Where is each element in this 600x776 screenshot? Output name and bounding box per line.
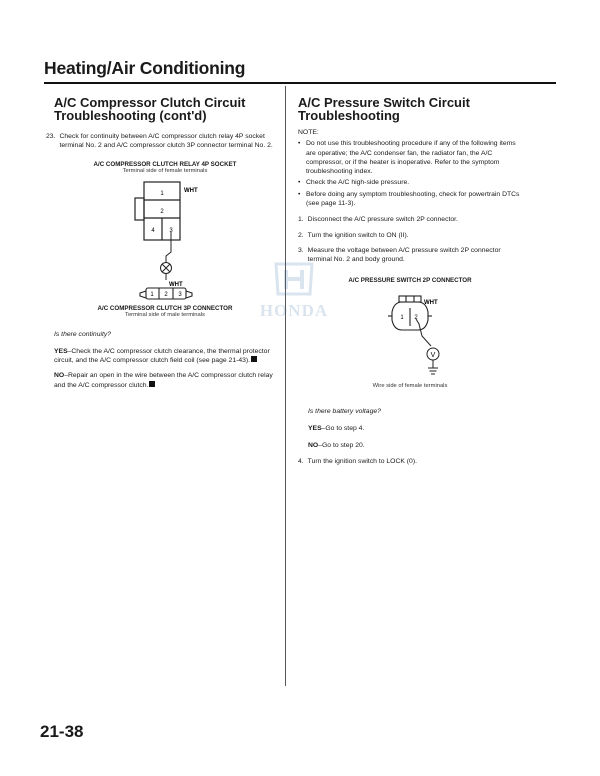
voltmeter-icon: V xyxy=(430,351,436,359)
no-result: NO–Go to step 20. xyxy=(308,442,365,450)
clutch-terminal: 2 xyxy=(164,291,168,298)
left-title: A/C Compressor Clutch Circuit Troubleshooting (cont'd) xyxy=(54,95,246,123)
step-23: 23. Check for continuity between A/C compressor clutch relay 4P socket terminal No. 2 and A/C compressor clutch 3P connector terminal No. 2. xyxy=(46,133,273,150)
watermark-text: HONDA xyxy=(259,301,329,320)
switch-terminal: 2 xyxy=(414,314,418,321)
header-rule xyxy=(44,82,556,84)
note-item: • Do not use this troubleshooting procedure if any of the following items are operative; the A/C condenser fan, the radiator fan, the A/C compressor, or if the heater is inoperative. Refer to the symptom troubleshooting index. xyxy=(298,140,516,176)
voltage-question: Is there battery voltage? xyxy=(308,407,381,415)
relay-socket-subcaption: Terminal side of female terminals xyxy=(122,167,208,174)
relay-4p-socket xyxy=(135,182,180,240)
wire-color-label: WHT xyxy=(184,187,198,194)
right-title: A/C Pressure Switch Circuit Troubleshooting xyxy=(298,95,470,123)
section-title: Heating/Air Conditioning xyxy=(44,58,246,78)
pressure-switch-subcaption: Wire side of female terminals xyxy=(372,382,448,389)
step-2: 2. Turn the ignition switch to ON (II). xyxy=(298,231,409,239)
note-item: • Check the A/C high-side pressure. xyxy=(298,179,410,187)
clutch-terminal: 3 xyxy=(178,291,182,298)
pressure-switch-caption: A/C PRESSURE SWITCH 2P CONNECTOR xyxy=(348,276,472,284)
right-column xyxy=(298,96,522,467)
switch-terminal: 1 xyxy=(400,314,404,321)
note-label: NOTE: xyxy=(298,129,319,136)
page-number: 21-38 xyxy=(40,722,84,741)
clutch-circuit-diagram xyxy=(54,176,276,300)
step-4: 4. Turn the ignition switch to LOCK (0). xyxy=(298,458,417,466)
relay-socket-caption: A/C COMPRESSOR CLUTCH RELAY 4P SOCKET xyxy=(93,160,237,168)
step-1: 1. Disconnect the A/C pressure switch 2P connector. xyxy=(298,216,458,224)
wire-color-label: WHT xyxy=(424,299,438,306)
continuity-question: Is there continuity? xyxy=(54,330,112,338)
yes-result: YES–Go to step 4. xyxy=(308,424,365,432)
relay-terminal: 4 xyxy=(151,227,155,234)
relay-terminal: 3 xyxy=(169,227,173,234)
note-item: • Before doing any symptom troubleshooting, check for powertrain DTCs (see page 11-3). xyxy=(298,190,520,208)
relay-terminal: 1 xyxy=(160,190,164,197)
column-divider xyxy=(285,86,286,686)
pressure-switch-diagram xyxy=(298,288,522,380)
clutch-connector-caption: A/C COMPRESSOR CLUTCH 3P CONNECTOR xyxy=(97,304,233,312)
left-column xyxy=(46,95,276,390)
no-result: NO–Repair an open in the wire between the A/C compressor clutch relay and the A/C compressor clutch. xyxy=(54,372,273,389)
step-3: 3. Measure the voltage between A/C pressure switch 2P connector terminal No. 2 and body ground. xyxy=(298,246,501,264)
voltmeter-lead xyxy=(416,319,439,374)
yes-result: YES–Check the A/C compressor clutch clearance, the thermal protector circuit, and the A/C compressor clutch field coil (see page 21-43). xyxy=(54,347,270,365)
wire-color-label: WHT xyxy=(169,281,183,288)
clutch-terminal: 1 xyxy=(150,291,154,298)
relay-terminal: 2 xyxy=(160,208,164,215)
clutch-connector-subcaption: Terminal side of male terminals xyxy=(125,311,205,318)
